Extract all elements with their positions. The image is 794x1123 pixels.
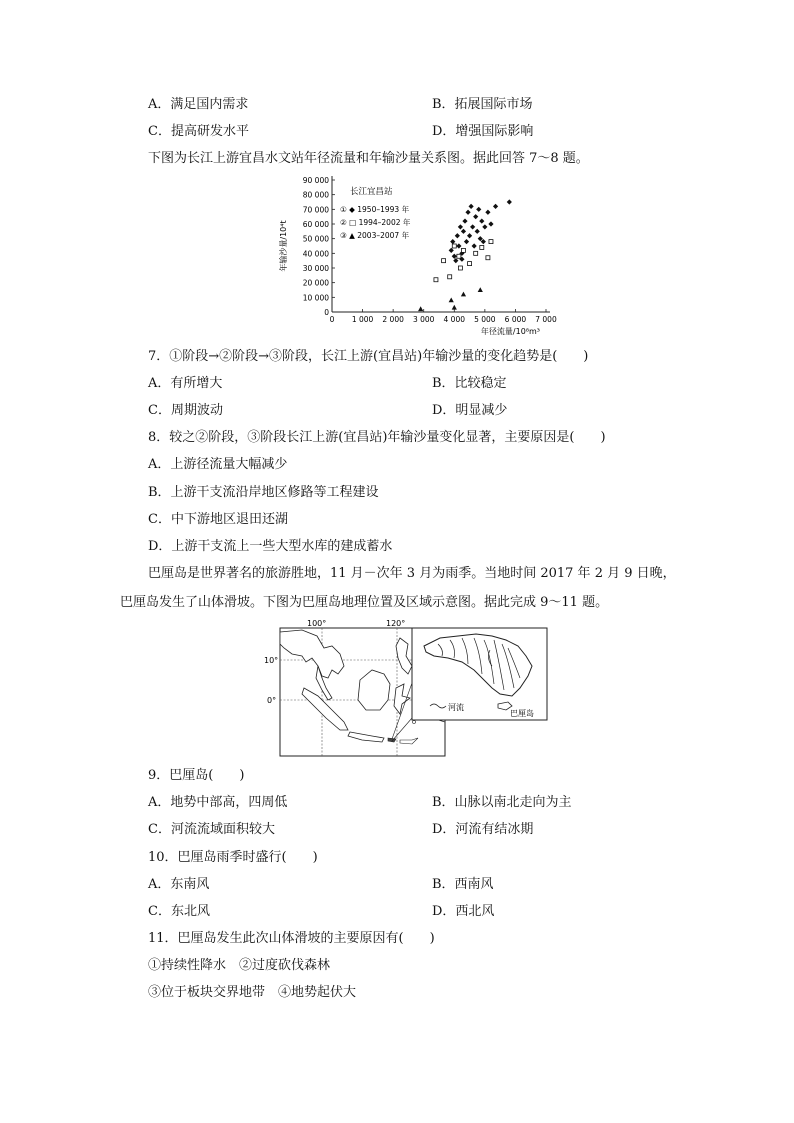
label-lon-100: 100° [307, 619, 327, 628]
q10-option-b: B．西南风 [432, 877, 494, 892]
q9-option-d: D．河流有结冰期 [432, 822, 534, 837]
x-tick-label: 4 000 [443, 315, 466, 324]
data-point-1950-1993 [470, 224, 475, 229]
q8-option-a: A．上游径流量大幅减少 [148, 457, 288, 472]
q11-choices-line1: ①持续性降水 ②过度砍伐森林 [148, 958, 331, 973]
y-tick-label: 0 [324, 308, 329, 317]
data-point-1950-1993 [452, 254, 457, 259]
intro-questions-7-8: 下图为长江上游宜昌水文站年径流量和年输沙量关系图。据此回答 7～8 题。 [148, 151, 589, 166]
y-axis-label: 年输沙量/10⁴t [279, 220, 288, 272]
data-point-1950-1993 [476, 207, 481, 212]
data-point-1950-1993 [469, 204, 474, 209]
x-tick-label: 1 000 [351, 315, 374, 324]
data-point-1950-1993 [455, 233, 460, 238]
y-tick-label: 70 000 [302, 205, 329, 215]
x-tick-label: 6 000 [504, 315, 527, 324]
q7-option-d: D．明显减少 [432, 403, 508, 418]
data-point-2003-2007 [452, 305, 457, 310]
x-tick-label: 2 000 [382, 315, 404, 324]
data-point-1950-1993 [456, 243, 461, 248]
island-name-label: 巴厘岛 [510, 709, 534, 718]
q9-option-b: B．山脉以南北走向为主 [432, 795, 572, 810]
q11-stem: 11．巴厘岛发生此次山体滑坡的主要原因有( ) [148, 931, 435, 946]
data-point-1950-1993 [493, 204, 498, 209]
y-tick-label: 80 000 [302, 190, 329, 200]
data-point-2003-2007 [449, 297, 454, 302]
data-point-2003-2007 [478, 287, 483, 292]
label-lat-10: 10° [264, 656, 279, 665]
q9-option-a: A．地势中部高，四周低 [148, 795, 288, 810]
q7-stem: 7．①阶段→②阶段→③阶段，长江上游(宜昌站)年输沙量的变化趋势是( ) [148, 349, 589, 364]
data-point-1950-1993 [467, 233, 472, 238]
data-point-1994-2002 [486, 256, 490, 260]
q6-option-a: A．满足国内需求 [148, 97, 249, 112]
x-tick-label: 3 000 [412, 315, 435, 324]
q7-option-a: A．有所增大 [148, 376, 223, 391]
data-point-1950-1993 [475, 229, 480, 234]
legend-entry: ① ◆ 1950–1993 年 [340, 205, 410, 214]
q8-stem: 8．较之②阶段，③阶段长江上游(宜昌站)年输沙量变化显著，主要原因是( ) [148, 430, 606, 445]
data-point-1950-1993 [472, 243, 477, 248]
data-point-1994-2002 [442, 259, 446, 263]
y-tick-label: 60 000 [302, 220, 329, 229]
x-axis-label: 年径流量/10⁸m³ [480, 327, 540, 336]
scatter-chart [276, 170, 566, 345]
y-tick-label: 90 000 [302, 176, 329, 185]
data-point-1994-2002 [448, 275, 452, 279]
q9-stem: 9．巴厘岛( ) [148, 768, 245, 783]
legend-entry: ② □ 1994–2002 年 [340, 218, 411, 227]
data-point-1994-2002 [458, 266, 462, 270]
q6-option-d: D．增强国际影响 [432, 124, 534, 139]
data-point-1994-2002 [457, 254, 461, 258]
data-point-1994-2002 [480, 245, 484, 249]
data-point-1950-1993 [465, 210, 470, 215]
q10-stem: 10．巴厘岛雨季时盛行( ) [148, 850, 318, 865]
data-point-1950-1993 [462, 218, 467, 223]
q6-option-b: B．拓展国际市场 [432, 97, 533, 112]
q10-option-a: A．东南风 [148, 877, 210, 892]
data-point-1950-1993 [464, 239, 469, 244]
y-tick-label: 40 000 [302, 249, 329, 259]
label-lon-120: 120° [386, 619, 406, 628]
data-point-1950-1993 [453, 258, 458, 263]
q9-option-c: C．河流流域面积较大 [148, 822, 275, 837]
data-point-1994-2002 [474, 251, 478, 255]
data-point-1994-2002 [489, 240, 493, 244]
q7-option-b: B．比较稳定 [432, 376, 507, 391]
q7-option-c: C．周期波动 [148, 403, 223, 418]
intro-questions-9-11-line1: 巴厘岛是世界著名的旅游胜地，11 月－次年 3 月为雨季。当地时间 2017 年 2 月 9 日晚， [148, 566, 676, 581]
x-tick-label: 0 [329, 315, 335, 324]
data-point-1950-1993 [461, 229, 466, 234]
data-point-1950-1993 [479, 218, 484, 223]
q11-choices-line2: ③位于板块交界地带 ④地势起伏大 [148, 985, 357, 1000]
data-point-1950-1993 [485, 210, 490, 215]
data-point-1994-2002 [468, 262, 472, 266]
q8-option-b: B．上游干支流沿岸地区修路等工程建设 [148, 485, 379, 500]
y-tick-label: 10 000 [302, 293, 329, 303]
data-point-1950-1993 [458, 224, 463, 229]
q10-option-c: C．东北风 [148, 904, 210, 919]
bali-location-map [262, 618, 552, 760]
q6-option-c: C．提高研发水平 [148, 124, 249, 139]
y-tick-label: 30 000 [302, 264, 329, 273]
q10-option-d: D．西北风 [432, 904, 495, 919]
x-tick-label: 7 000 [535, 315, 557, 324]
x-tick-label: 5 000 [474, 315, 496, 324]
y-tick-label: 50 000 [302, 234, 329, 244]
data-point-2003-2007 [418, 306, 423, 311]
data-point-1950-1993 [482, 224, 487, 229]
q8-option-d: D．上游干支流上一些大型水库的建成蓄水 [148, 539, 393, 554]
data-point-1994-2002 [434, 278, 438, 282]
legend-river-label: 河流 [448, 703, 464, 712]
data-point-2003-2007 [461, 292, 466, 297]
chart-title: 长江宜昌站 [350, 187, 393, 197]
y-tick-label: 20 000 [302, 278, 329, 288]
data-point-1950-1993 [473, 214, 478, 219]
q8-option-c: C．中下游地区退田还湖 [148, 512, 288, 527]
data-point-1994-2002 [452, 244, 456, 248]
data-point-1994-2002 [461, 248, 465, 252]
data-point-1950-1993 [449, 248, 454, 253]
label-lat-0: 0° [267, 696, 277, 705]
data-point-1950-1993 [488, 221, 493, 226]
intro-questions-9-11-line2: 巴厘岛发生了山体滑坡。下图为巴厘岛地理位置及区域示意图。据此完成 9～11 题。 [120, 595, 609, 610]
data-point-1950-1993 [450, 239, 455, 244]
data-point-1950-1993 [507, 199, 512, 204]
legend-entry: ③ ▲ 2003–2007 年 [340, 231, 410, 240]
